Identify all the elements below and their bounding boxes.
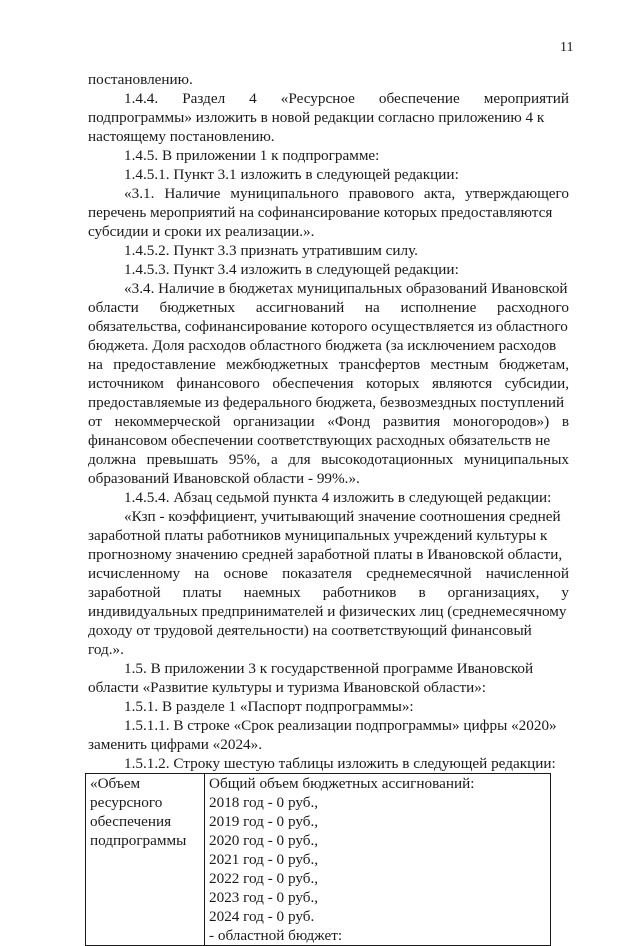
cell-text: подпрограммы	[90, 832, 187, 849]
table-cell-value	[205, 774, 551, 946]
text-line: индивидуальных предпринимателей и физических лиц (среднемесячному	[88, 603, 567, 620]
text-line: доходу от трудовой деятельности) на соответствующий финансовый	[88, 622, 532, 639]
text-line: «3.4. Наличие в бюджетах муниципальных образований Ивановской	[124, 280, 568, 297]
cell-text: Общий объем бюджетных ассигнований:	[209, 775, 475, 792]
text-line: год.».	[88, 641, 124, 658]
text-line: 1.4.5.4. Абзац седьмой пункта 4 изложить в следующей редакции:	[124, 489, 552, 506]
text-line: 1.4.5. В приложении 1 к подпрограмме:	[124, 147, 380, 164]
text-line: 1.4.5.1. Пункт 3.1 изложить в следующей редакции:	[124, 166, 459, 183]
text-line: области бюджетных ассигнований на исполнение расходного	[88, 299, 569, 316]
cell-text: - областной бюджет:	[209, 927, 343, 944]
page-number: 11	[560, 40, 574, 55]
cell-text: обеспечения	[90, 813, 172, 830]
table-row	[86, 774, 551, 946]
text-line: должна превышать 95%, а для высокодотационных муниципальных	[88, 451, 569, 468]
text-line: исчисленному на основе показателя среднемесячной начисленной	[88, 565, 569, 582]
text-line: заработной платы работников муниципальных учреждений культуры к	[88, 527, 548, 544]
text-line: 1.5.1.2. Строку шестую таблицы изложить в следующей редакции:	[124, 755, 556, 772]
cell-text: ресурсного	[90, 794, 163, 811]
text-line: 1.5.1.1. В строке «Срок реализации подпрограммы» цифры «2020»	[124, 717, 557, 734]
text-line: на предоставление межбюджетных трансфертов местным бюджетам,	[88, 356, 569, 373]
text-line: субсидии и сроки их реализации.».	[88, 223, 315, 240]
text-line: области «Развитие культуры и туризма Ивановской области»:	[88, 679, 487, 696]
cell-text: «Объем	[90, 775, 141, 792]
cell-text: 2024 год - 0 руб.	[209, 908, 315, 925]
table-cell-label	[86, 774, 205, 946]
text-line: заработной платы наемных работников в организациях, у	[88, 584, 569, 601]
text-line: 1.5. В приложении 3 к государственной программе Ивановской	[124, 660, 534, 677]
text-line: источником финансового обеспечения которых являются субсидии,	[88, 375, 569, 392]
cell-text: 2020 год - 0 руб.,	[209, 832, 319, 849]
cell-text: 2018 год - 0 руб.,	[209, 794, 319, 811]
text-line: настоящему постановлению.	[88, 128, 275, 145]
text-line: 1.4.5.3. Пункт 3.4 изложить в следующей редакции:	[124, 261, 459, 278]
text-line: финансовом обеспечении соответствующих расходных обязательств не	[88, 432, 551, 449]
text-line: «Кзп - коэффициент, учитывающий значение соотношения средней	[124, 508, 561, 525]
text-line: предоставляемые из федерального бюджета, безвозмездных поступлений	[88, 394, 565, 411]
cell-text: 2019 год - 0 руб.,	[209, 813, 319, 830]
text-line: обязательства, софинансирование которого осуществляется из областного	[88, 318, 568, 335]
text-line: подпрограммы» изложить в новой редакции согласно приложению 4 к	[88, 109, 545, 126]
passport-table	[85, 773, 551, 946]
cell-text: 2022 год - 0 руб.,	[209, 870, 319, 887]
text-line: образований Ивановской области - 99%.».	[88, 470, 360, 487]
text-line: 1.4.4. Раздел 4 «Ресурсное обеспечение мероприятий	[124, 90, 569, 107]
text-line: перечень мероприятий на софинансирование которых предоставляются	[88, 204, 553, 221]
text-line: прогнозному значению средней заработной платы в Ивановской области,	[88, 546, 563, 563]
text-line: 1.5.1. В разделе 1 «Паспорт подпрограммы»:	[124, 698, 414, 715]
text-line: 1.4.5.2. Пункт 3.3 признать утратившим силу.	[124, 242, 418, 259]
text-line: бюджета. Доля расходов областного бюджета (за исключением расходов	[88, 337, 557, 354]
text-line: «3.1. Наличие муниципального правового акта, утверждающего	[124, 185, 569, 202]
cell-text: 2023 год - 0 руб.,	[209, 889, 319, 906]
text-line: от некоммерческой организации «Фонд развития моногородов») в	[88, 413, 569, 430]
cell-text: 2021 год - 0 руб.,	[209, 851, 319, 868]
text-line: постановлению.	[88, 71, 193, 88]
text-line: заменить цифрами «2024».	[88, 736, 263, 753]
